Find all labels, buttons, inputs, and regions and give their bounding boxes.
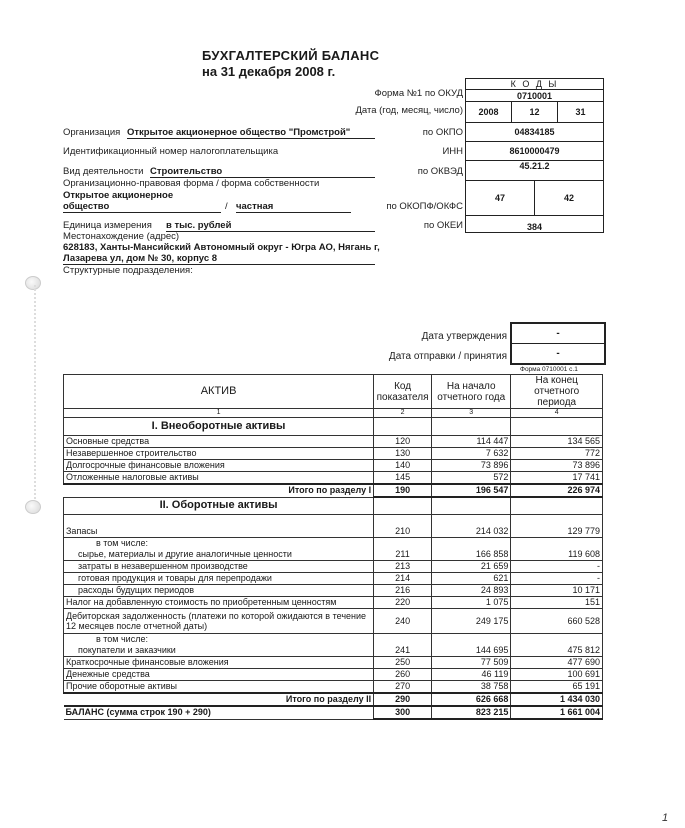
row-end: 134 565 [511, 436, 603, 448]
table-row [64, 460, 603, 472]
row-name: Денежные средства [64, 669, 374, 681]
date-year: 2008 [478, 107, 499, 117]
unit-value: в тыс. рублей [166, 220, 375, 232]
total1-name: Итого по разделу I [64, 484, 374, 497]
row-end: 100 691 [511, 669, 603, 681]
row-name: расходы будущих периодов [64, 585, 374, 597]
row-end: 129 779 [511, 515, 603, 538]
including-label: в том числе: [96, 538, 148, 548]
address-line2: Лазарева ул, дом № 30, корпус 8 [63, 253, 375, 265]
total1-code: 190 [374, 484, 432, 497]
inn-code-label: ИНН [442, 146, 463, 157]
col-num-1: 1 [64, 409, 374, 418]
row-code: 260 [374, 669, 432, 681]
row-end: 151 [511, 597, 603, 609]
col-num-3: 3 [432, 409, 511, 418]
approval-date-label: Дата утверждения [421, 331, 507, 342]
header-code [374, 375, 432, 409]
row-code: 216 [374, 585, 432, 597]
header-asset: АКТИВ [64, 375, 374, 409]
table-row [64, 669, 603, 681]
row-name [64, 538, 374, 561]
date-day: 31 [557, 102, 603, 122]
col-num-2: 2 [374, 409, 432, 418]
activity-value: Строительство [150, 166, 375, 178]
table-row [64, 609, 603, 634]
date-month: 12 [511, 102, 557, 122]
row-code: 213 [374, 561, 432, 573]
row-name: Запасы [64, 515, 374, 538]
table-row [64, 515, 603, 538]
activity-label: Вид деятельности [63, 166, 144, 177]
table-header-row [64, 375, 603, 409]
document-title: БУХГАЛТЕРСКИЙ БАЛАНС [202, 48, 380, 63]
total-row [64, 484, 603, 497]
sent-date-value: - [556, 348, 560, 359]
row-code: 250 [374, 657, 432, 669]
sent-date-label: Дата отправки / принятия [388, 351, 507, 362]
table-row [64, 538, 603, 561]
row-name: Налог на добавленную стоимость по приобретенным ценностям [64, 597, 374, 609]
okfs-code: 42 [534, 181, 603, 215]
row-name [64, 634, 374, 657]
table-row [64, 634, 603, 657]
okopf-label: по ОКОПФ/ОКФС [386, 201, 463, 212]
form-note: Форма 0710001 с.1 [520, 366, 578, 373]
row-name: Незавершенное строительство [64, 448, 374, 460]
okud-label: Форма №1 по ОКУД [374, 88, 463, 99]
address-label: Местонахождение (адрес) [63, 231, 180, 242]
okei-code: 384 [526, 222, 543, 232]
table-row [64, 573, 603, 585]
row-code: 120 [374, 436, 432, 448]
table-row [64, 681, 603, 694]
total1-end: 226 974 [511, 484, 603, 497]
row-start: 572 [432, 472, 511, 485]
row-start: 73 896 [432, 460, 511, 472]
balance-table [63, 374, 603, 720]
row-name: готовая продукция и товары для перепродажи [64, 573, 374, 585]
inn-label: Идентификационный номер налогоплательщика [63, 146, 279, 157]
legal-form-line1: Открытое акционерное [63, 190, 174, 201]
row-end: 65 191 [511, 681, 603, 694]
slash-separator: / [225, 201, 228, 212]
punch-hole-icon [25, 500, 41, 514]
row-code: 270 [374, 681, 432, 694]
okpo-code: 04834185 [514, 127, 555, 137]
balance-name: БАЛАНС (сумма строк 190 + 290) [64, 706, 374, 719]
total1-start: 196 547 [432, 484, 511, 497]
address-line1: 628183, Ханты-Мансийский Автономный округ - Югра АО, Нягань г, [63, 242, 380, 253]
row-code: 145 [374, 472, 432, 485]
row-start: 38 758 [432, 681, 511, 694]
section1-title: I. Внеоборотные активы [64, 418, 374, 436]
table-row [64, 561, 603, 573]
row-name: Дебиторская задолженность (платежи по которой ожидаются в течение 12 месяцев после отчетной даты) [64, 609, 374, 634]
row-name: Отложенные налоговые активы [64, 472, 374, 485]
legal-form-line2: общество [63, 201, 221, 213]
row-end: - [511, 573, 603, 585]
balance-row [64, 706, 603, 719]
row-start: 249 175 [432, 609, 511, 634]
punch-trail [34, 285, 36, 505]
header-end [511, 375, 603, 409]
row-start: 1 075 [432, 597, 511, 609]
row-start: 144 695 [432, 634, 511, 657]
row-code: 240 [374, 609, 432, 634]
okpo-label: по ОКПО [422, 127, 463, 138]
header-end-line2: отчетного периода [534, 386, 580, 408]
row-name: Прочие оборотные активы [64, 681, 374, 694]
row-end: 119 608 [511, 538, 603, 561]
table-row [64, 448, 603, 460]
header-code-line2: показателя [376, 391, 429, 403]
approval-date-value: - [512, 324, 604, 344]
row-start: 214 032 [432, 515, 511, 538]
table-row [64, 472, 603, 485]
header-start-line2: отчетного года [437, 391, 506, 403]
org-label: Организация [63, 127, 121, 138]
legal-form-label: Организационно-правовая форма / форма собственности [63, 178, 320, 189]
okopf-code: 47 [494, 193, 505, 203]
row-start: 21 659 [432, 561, 511, 573]
table-row [64, 436, 603, 448]
table-row [64, 585, 603, 597]
section-row [64, 418, 603, 436]
row-end: 475 812 [511, 634, 603, 657]
codes-heading: К О Д Ы [510, 79, 559, 89]
customers-name: покупатели и заказчики [78, 645, 176, 655]
row-code: 220 [374, 597, 432, 609]
section-row [64, 497, 603, 515]
row-code: 210 [374, 515, 432, 538]
row-start: 166 858 [432, 538, 511, 561]
row-end: 477 690 [511, 657, 603, 669]
punch-hole-icon [25, 276, 41, 290]
row-name: затраты в незавершенном производстве [64, 561, 374, 573]
okved-code: 45.21.2 [519, 161, 550, 171]
inn-code: 8610000479 [509, 146, 560, 156]
row-end: 10 171 [511, 585, 603, 597]
okei-label: по ОКЕИ [423, 220, 463, 231]
row-code: 214 [374, 573, 432, 585]
raw-materials-name: сырье, материалы и другие аналогичные ценности [78, 549, 292, 559]
okved-label: по ОКВЭД [417, 166, 463, 177]
row-end: 660 528 [511, 609, 603, 634]
approval-box [510, 322, 606, 365]
row-start: 7 632 [432, 448, 511, 460]
row-name: Долгосрочные финансовые вложения [64, 460, 374, 472]
balance-start: 823 215 [432, 706, 511, 719]
row-start: 46 119 [432, 669, 511, 681]
total-row [64, 693, 603, 706]
row-code: 241 [374, 634, 432, 657]
ownership-value: частная [236, 201, 351, 213]
header-end-line1: На конец [535, 375, 578, 386]
row-name: Краткосрочные финансовые вложения [64, 657, 374, 669]
total2-code: 290 [374, 693, 432, 706]
row-start: 621 [432, 573, 511, 585]
table-row [64, 597, 603, 609]
date-label: Дата (год, месяц, число) [355, 105, 463, 116]
row-end: 772 [511, 448, 603, 460]
codes-box [465, 78, 604, 233]
total2-end: 1 434 030 [511, 693, 603, 706]
row-code: 211 [374, 538, 432, 561]
table-row [64, 657, 603, 669]
including-label: в том числе: [96, 634, 148, 644]
column-number-row [64, 409, 603, 418]
col-num-4: 4 [511, 409, 603, 418]
total2-name: Итого по разделу II [64, 693, 374, 706]
row-code: 130 [374, 448, 432, 460]
document-subtitle: на 31 декабря 2008 г. [202, 64, 336, 79]
row-end: 17 741 [511, 472, 603, 485]
balance-end: 1 661 004 [511, 706, 603, 719]
section2-title: II. Оборотные активы [64, 497, 374, 515]
divisions-label: Структурные подразделения: [63, 265, 193, 276]
row-name: Основные средства [64, 436, 374, 448]
row-start: 77 509 [432, 657, 511, 669]
header-code-line1: Код [394, 380, 412, 392]
header-start-line1: На начало [446, 380, 496, 392]
row-code: 140 [374, 460, 432, 472]
org-value: Открытое акционерное общество "Промстрой" [127, 127, 375, 139]
row-end: 73 896 [511, 460, 603, 472]
row-start: 114 447 [432, 436, 511, 448]
total2-start: 626 668 [432, 693, 511, 706]
row-end: - [511, 561, 603, 573]
balance-code: 300 [374, 706, 432, 719]
header-start [432, 375, 511, 409]
okud-code: 0710001 [516, 90, 553, 101]
page-number-mark: 1 [662, 812, 669, 824]
row-start: 24 893 [432, 585, 511, 597]
unit-label: Единица измерения [63, 220, 152, 231]
